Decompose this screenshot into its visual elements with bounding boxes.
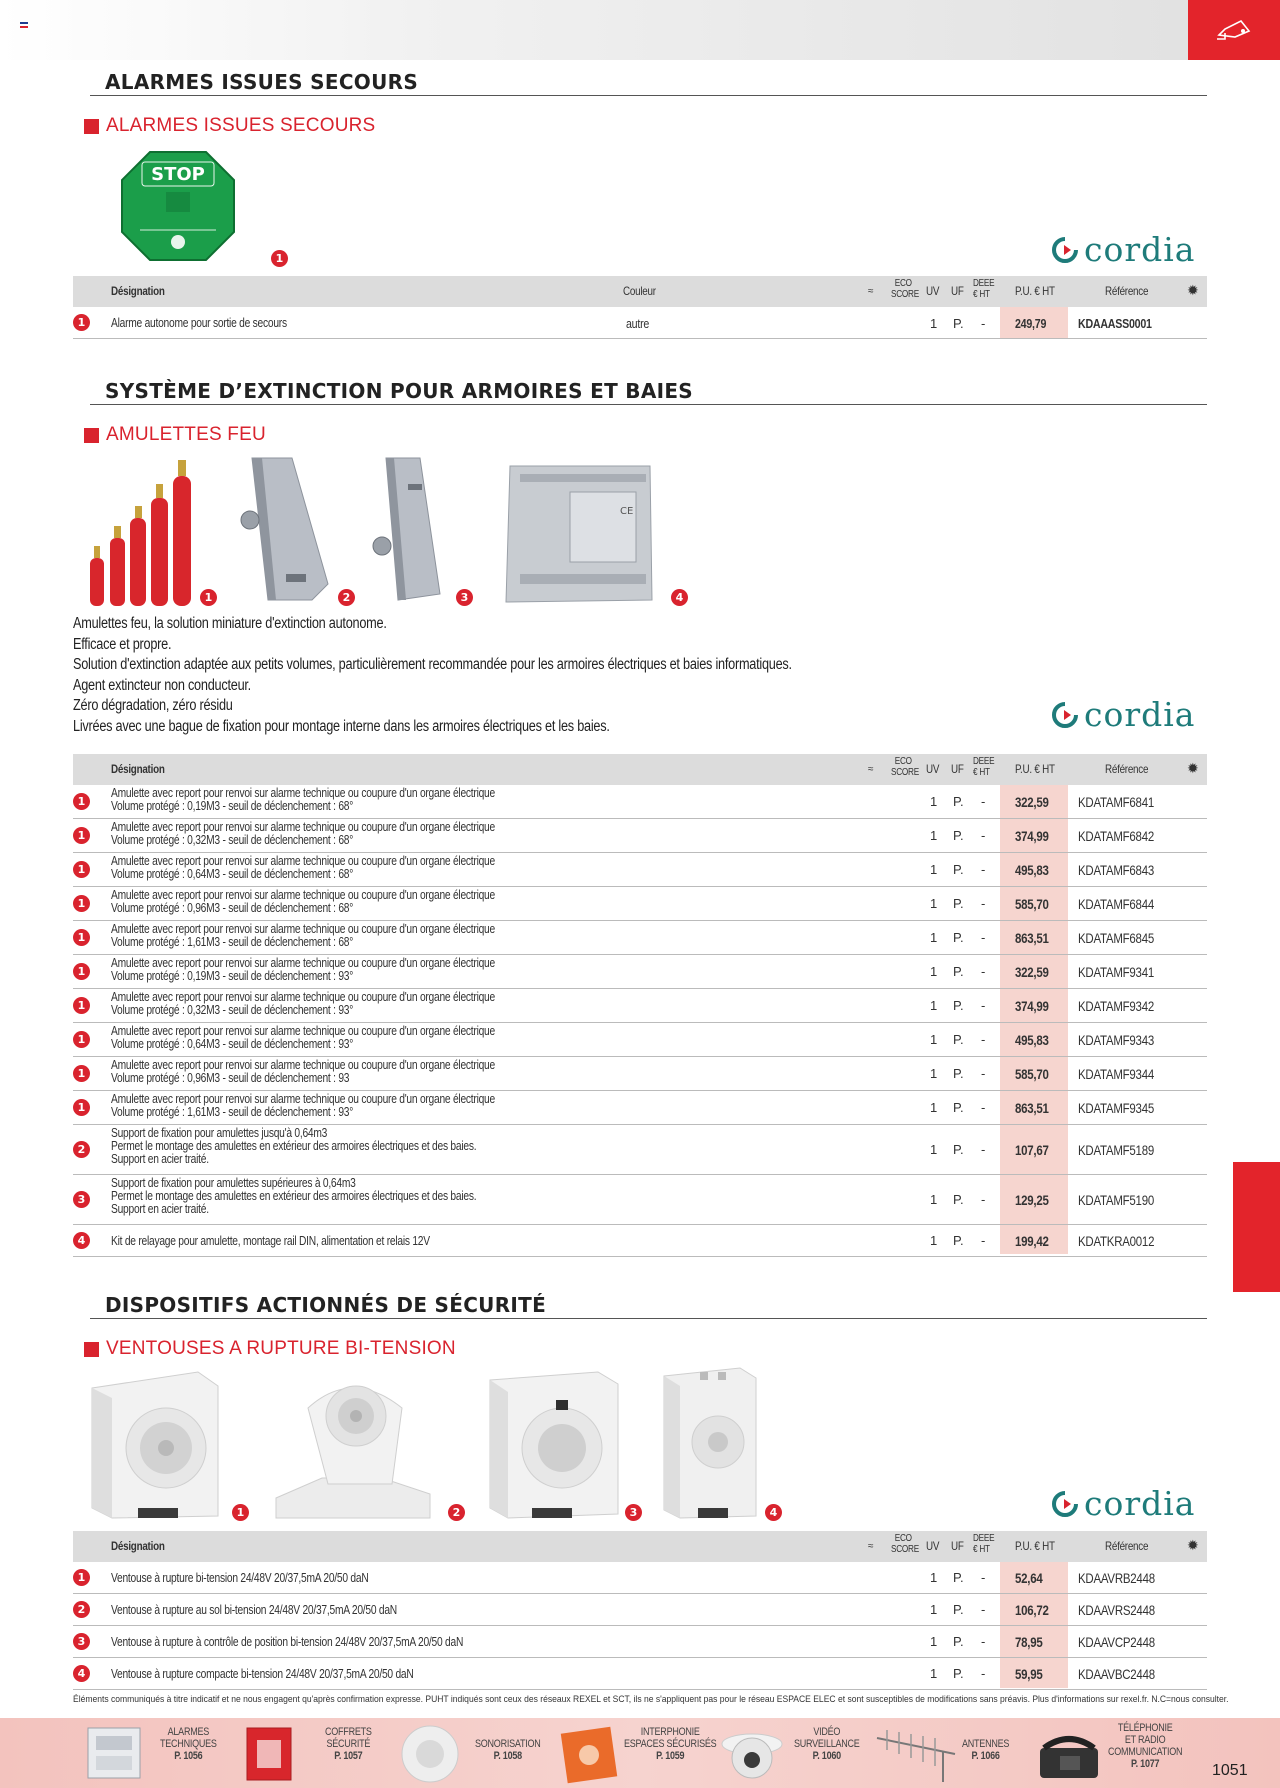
row-badge: 1 xyxy=(73,827,90,844)
row-designation xyxy=(111,1093,495,1119)
row-designation: Ventouse à rupture bi-tension 24/48V 20/37,5mA 20/50 daN xyxy=(111,1571,369,1585)
col-designation: Désignation xyxy=(111,1539,165,1553)
security-camera-icon xyxy=(1215,17,1253,43)
table-header-dispositifs xyxy=(73,1531,1207,1562)
row-designation-line: Support de fixation pour amulettes supérieures à 0,64m3 xyxy=(111,1176,356,1190)
col-reference: Référence xyxy=(1105,1539,1149,1553)
row-uf: P. xyxy=(953,1192,964,1207)
speaker-thumb xyxy=(398,1724,462,1784)
side-tab[interactable] xyxy=(1233,1162,1280,1292)
table-row[interactable] xyxy=(73,1175,1207,1225)
row-price: 374,99 xyxy=(1015,998,1049,1014)
row-badge: 2 xyxy=(73,1141,90,1158)
row-deee: - xyxy=(981,1100,986,1115)
description-line: Livrées avec une bague de fixation pour montage interne dans les armoires électriques et les baies. xyxy=(73,717,610,735)
col-pu: P.U. € HT xyxy=(1015,762,1055,776)
row-badge: 4 xyxy=(73,1232,90,1249)
wifi-icon: ≈ xyxy=(868,1541,874,1552)
row-deee: - xyxy=(981,1192,986,1207)
row-designation xyxy=(111,1059,495,1085)
row-designation-line: Volume protégé : 0,96M3 - seuil de déclenchement : 68° xyxy=(111,901,354,915)
nav-label: COFFRETS xyxy=(325,1726,372,1738)
description-line: Efficace et propre. xyxy=(73,635,172,653)
cordia-mark-icon xyxy=(1052,237,1078,263)
table-row[interactable] xyxy=(73,819,1207,853)
row-designation-line: Permet le montage des amulettes en extérieur des armoires électriques et des baies. xyxy=(111,1139,477,1153)
row-reference: KDAAVRB2448 xyxy=(1078,1570,1155,1586)
row-designation-line: Amulette avec report pour renvoi sur alarme technique ou coupure d'un organe électrique xyxy=(111,1092,495,1106)
row-uv: 1 xyxy=(930,1066,938,1081)
row-couleur: autre xyxy=(626,316,650,331)
nav-label: SÉCURITÉ xyxy=(326,1738,371,1750)
row-designation-line: Support en acier traité. xyxy=(111,1202,209,1216)
row-price: 585,70 xyxy=(1015,896,1049,912)
section-rule xyxy=(90,404,1207,405)
row-uf: P. xyxy=(953,794,964,809)
row-designation-line: Amulette avec report pour renvoi sur alarme technique ou coupure d'un organe électrique xyxy=(111,888,495,902)
table-row[interactable] xyxy=(73,887,1207,921)
nav-page: P. 1059 xyxy=(656,1750,685,1762)
wifi-icon: ≈ xyxy=(868,764,874,775)
row-uv: 1 xyxy=(930,998,938,1013)
table-row[interactable] xyxy=(73,955,1207,989)
col-pu: P.U. € HT xyxy=(1015,284,1055,298)
col-eco-score: ECO SCORE xyxy=(891,1533,919,1555)
row-uf: P. xyxy=(953,998,964,1013)
row-deee: - xyxy=(981,794,986,809)
row-uv: 1 xyxy=(930,794,938,809)
row-badge: 1 xyxy=(73,1031,90,1048)
svg-text:CE: CE xyxy=(620,506,634,517)
row-uv: 1 xyxy=(930,896,938,911)
row-reference: KDATAMF9341 xyxy=(1078,964,1154,980)
image-badge: 1 xyxy=(271,250,288,267)
row-badge: 1 xyxy=(73,963,90,980)
support-bracket-image-2 xyxy=(368,454,458,604)
section-rule xyxy=(90,95,1207,96)
row-designation xyxy=(111,821,495,847)
cordia-logo xyxy=(1052,1484,1195,1523)
security-box-thumb xyxy=(243,1724,295,1784)
row-price: 59,95 xyxy=(1015,1666,1043,1682)
row-deee: - xyxy=(981,828,986,843)
row-deee: - xyxy=(981,862,986,877)
row-designation-line: Amulette avec report pour renvoi sur alarme technique ou coupure d'un organe électrique xyxy=(111,922,495,936)
ventouse-image-3 xyxy=(486,1368,622,1520)
row-reference: KDATAMF6844 xyxy=(1078,896,1154,912)
col-uf: UF xyxy=(951,762,964,776)
row-deee: - xyxy=(981,896,986,911)
row-reference: KDATAMF9345 xyxy=(1078,1100,1154,1116)
col-eco-score: ECO SCORE xyxy=(891,278,919,300)
row-badge: 1 xyxy=(73,1099,90,1116)
row-price: 863,51 xyxy=(1015,1100,1049,1116)
row-designation-line: Amulette avec report pour renvoi sur alarme technique ou coupure d'un organe électrique xyxy=(111,956,495,970)
table-row[interactable] xyxy=(73,1057,1207,1091)
row-deee: - xyxy=(981,964,986,979)
nav-sonorisation[interactable] xyxy=(475,1738,541,1762)
col-pu: P.U. € HT xyxy=(1015,1539,1055,1553)
image-badge: 2 xyxy=(448,1504,465,1521)
table-row[interactable] xyxy=(73,1225,1207,1257)
row-price: 495,83 xyxy=(1015,1032,1049,1048)
subtitle-ventouses xyxy=(84,1338,456,1360)
table-row[interactable] xyxy=(73,1658,1207,1690)
row-designation: Alarme autonome pour sortie de secours xyxy=(111,316,287,330)
row-designation-line: Volume protégé : 0,19M3 - seuil de déclenchement : 68° xyxy=(111,799,354,813)
section-title-extinction: SYSTÈME D’EXTINCTION POUR ARMOIRES ET BAIES xyxy=(105,379,694,403)
row-designation-line: Permet le montage des amulettes en extérieur des armoires électriques et des baies. xyxy=(111,1189,477,1203)
row-reference: KDATKRA0012 xyxy=(1078,1233,1155,1249)
row-designation xyxy=(111,1127,476,1166)
description-line: Zéro dégradation, zéro résidu xyxy=(73,697,233,714)
row-designation-line: Support de fixation pour amulettes jusqu'à 0,64m3 xyxy=(111,1126,328,1140)
table-header-extinction xyxy=(73,754,1207,785)
row-uv: 1 xyxy=(930,828,938,843)
nav-page: P. 1060 xyxy=(812,1750,841,1762)
nav-page: P. 1058 xyxy=(493,1750,522,1762)
row-uv: 1 xyxy=(930,316,938,331)
table-row[interactable] xyxy=(73,307,1207,339)
col-couleur: Couleur xyxy=(623,284,656,298)
row-deee: - xyxy=(981,1142,986,1157)
row-uv: 1 xyxy=(930,930,938,945)
row-designation-line: Volume protégé : 0,64M3 - seuil de déclenchement : 68° xyxy=(111,867,354,881)
image-badge: 1 xyxy=(200,589,217,606)
row-designation-line: Amulette avec report pour renvoi sur alarme technique ou coupure d'un organe électrique xyxy=(111,1024,495,1038)
nav-coffrets-securite[interactable] xyxy=(325,1726,372,1762)
row-uf: P. xyxy=(953,316,964,331)
nav-video-surveillance[interactable] xyxy=(794,1726,860,1762)
row-uv: 1 xyxy=(930,1634,938,1649)
nav-alarmes-techniques[interactable] xyxy=(160,1726,217,1762)
subtitle-square xyxy=(84,119,99,134)
dome-camera-thumb xyxy=(718,1724,786,1784)
row-uf: P. xyxy=(953,1570,964,1585)
row-reference: KDAAVBC2448 xyxy=(1078,1666,1155,1682)
row-uf: P. xyxy=(953,1100,964,1115)
ventouse-image-4 xyxy=(660,1366,760,1520)
row-uf: P. xyxy=(953,896,964,911)
row-badge: 1 xyxy=(73,1065,90,1082)
row-price: 199,42 xyxy=(1015,1233,1049,1249)
table-row[interactable] xyxy=(73,1023,1207,1057)
nav-telephonie[interactable] xyxy=(1108,1722,1182,1770)
row-designation xyxy=(111,1235,430,1248)
cordia-mark-icon xyxy=(1052,702,1078,728)
stop-alarm-image xyxy=(120,150,236,262)
flag-icon xyxy=(20,22,28,28)
top-band xyxy=(0,0,1188,60)
row-uv: 1 xyxy=(930,1142,938,1157)
nav-page: P. 1057 xyxy=(334,1750,363,1762)
row-reference: KDAAVCP2448 xyxy=(1078,1634,1155,1650)
nav-label: ALARMES xyxy=(167,1726,210,1738)
row-price: 374,99 xyxy=(1015,828,1049,844)
row-reference: KDATAMF9343 xyxy=(1078,1032,1154,1048)
col-deee: DEEE € HT xyxy=(973,1533,995,1555)
table-row[interactable] xyxy=(73,1091,1207,1125)
wifi-icon: ≈ xyxy=(868,286,874,297)
support-bracket-image-1 xyxy=(232,454,332,604)
table-row[interactable] xyxy=(73,785,1207,819)
table-row[interactable] xyxy=(73,921,1207,955)
table-row[interactable] xyxy=(73,989,1207,1023)
alarm-panel-thumb xyxy=(86,1724,146,1782)
amulettes-image xyxy=(88,458,198,608)
row-designation xyxy=(111,957,495,983)
nav-label: TECHNIQUES xyxy=(160,1738,217,1750)
row-designation-line: Amulette avec report pour renvoi sur alarme technique ou coupure d'un organe électrique xyxy=(111,786,495,800)
table-row[interactable] xyxy=(73,1562,1207,1594)
row-uf: P. xyxy=(953,1602,964,1617)
telephone-thumb xyxy=(1036,1724,1102,1784)
row-reference: KDATAMF6845 xyxy=(1078,930,1154,946)
row-designation xyxy=(111,855,495,881)
row-price: 863,51 xyxy=(1015,930,1049,946)
col-reference: Référence xyxy=(1105,284,1149,298)
col-uf: UF xyxy=(951,1539,964,1553)
cordia-logo xyxy=(1052,695,1195,734)
row-price: 106,72 xyxy=(1015,1602,1049,1618)
row-deee: - xyxy=(981,1570,986,1585)
row-reference: KDATAMF5190 xyxy=(1078,1192,1154,1208)
table-row[interactable] xyxy=(73,1626,1207,1658)
row-reference: KDATAMF6843 xyxy=(1078,862,1154,878)
subtitle-square xyxy=(84,428,99,443)
row-price: 107,67 xyxy=(1015,1142,1049,1158)
row-uv: 1 xyxy=(930,1666,938,1681)
row-designation xyxy=(111,889,495,915)
row-deee: - xyxy=(981,1634,986,1649)
row-uv: 1 xyxy=(930,964,938,979)
brand-name: cordia xyxy=(1084,695,1196,734)
row-uv: 1 xyxy=(930,862,938,877)
row-price: 585,70 xyxy=(1015,1066,1049,1082)
row-designation: Ventouse à rupture compacte bi-tension 24/48V 20/37,5mA 20/50 daN xyxy=(111,1667,414,1681)
nav-label: ESPACES SÉCURISÉS xyxy=(624,1738,717,1750)
col-eco-score: ECO SCORE xyxy=(891,756,919,778)
nav-label: SONORISATION xyxy=(475,1738,541,1750)
nav-page: P. 1056 xyxy=(174,1750,203,1762)
nav-label: COMMUNICATION xyxy=(1108,1746,1183,1758)
row-reference: KDATAMF9344 xyxy=(1078,1066,1154,1082)
image-badge: 1 xyxy=(232,1504,249,1521)
cordia-logo xyxy=(1052,230,1195,269)
image-badge: 4 xyxy=(671,589,688,606)
table-row[interactable] xyxy=(73,1125,1207,1175)
image-badge: 4 xyxy=(765,1504,782,1521)
row-uf: P. xyxy=(953,828,964,843)
image-badge: 2 xyxy=(338,589,355,606)
row-price: 495,83 xyxy=(1015,862,1049,878)
description-line: Solution d'extinction adaptée aux petits volumes, particulièrement recommandée pour les armoires électriques et baies informatiques. xyxy=(73,656,792,673)
image-badge: 3 xyxy=(456,589,473,606)
row-badge: 4 xyxy=(73,1665,90,1682)
row-designation: Ventouse à rupture au sol bi-tension 24/48V 20/37,5mA 20/50 daN xyxy=(111,1603,397,1617)
nav-antennes[interactable] xyxy=(962,1738,1009,1762)
row-designation-line: Volume protégé : 0,19M3 - seuil de déclenchement : 93° xyxy=(111,969,354,983)
row-badge: 2 xyxy=(73,1601,90,1618)
row-uf: P. xyxy=(953,1666,964,1681)
row-price: 249,79 xyxy=(1015,316,1047,331)
table-row[interactable] xyxy=(73,853,1207,887)
row-badge: 1 xyxy=(73,929,90,946)
row-designation-line: Volume protégé : 0,32M3 - seuil de déclenchement : 93° xyxy=(111,1003,354,1017)
section-rule xyxy=(90,1318,1207,1319)
nav-label: INTERPHONIE xyxy=(640,1726,700,1738)
nav-label: VIDÉO xyxy=(813,1726,841,1738)
row-deee: - xyxy=(981,1032,986,1047)
row-uf: P. xyxy=(953,1032,964,1047)
row-designation xyxy=(111,787,495,813)
ventouse-image-1 xyxy=(88,1368,222,1520)
ventouse-image-2 xyxy=(272,1368,434,1520)
row-reference: KDATAMF6842 xyxy=(1078,828,1154,844)
row-deee: - xyxy=(981,930,986,945)
row-price: 322,59 xyxy=(1015,794,1049,810)
nav-page: P. 1066 xyxy=(971,1750,1000,1762)
row-price: 78,95 xyxy=(1015,1634,1043,1650)
row-designation xyxy=(111,1177,476,1216)
row-uf: P. xyxy=(953,1142,964,1157)
table-row[interactable] xyxy=(73,1594,1207,1626)
subtitle-square xyxy=(84,1342,99,1357)
row-reference: KDATAMF9342 xyxy=(1078,998,1154,1014)
row-price: 322,59 xyxy=(1015,964,1049,980)
nav-label: SURVEILLANCE xyxy=(794,1738,860,1750)
row-reference: KDATAMF5189 xyxy=(1078,1142,1154,1158)
section-title-alarmes: ALARMES ISSUES SECOURS xyxy=(105,70,419,94)
settings-gear-icon[interactable]: ✹ xyxy=(1187,282,1199,298)
row-designation-line: Support en acier traité. xyxy=(111,1152,209,1166)
row-uf: P. xyxy=(953,930,964,945)
settings-gear-icon[interactable]: ✹ xyxy=(1187,1537,1199,1553)
row-uv: 1 xyxy=(930,1570,938,1585)
row-uf: P. xyxy=(953,1634,964,1649)
row-price: 52,64 xyxy=(1015,1570,1043,1586)
row-deee: - xyxy=(981,316,986,331)
row-designation-line: Volume protégé : 0,96M3 - seuil de déclenchement : 93 xyxy=(111,1071,350,1085)
row-uf: P. xyxy=(953,1066,964,1081)
row-deee: - xyxy=(981,998,986,1013)
row-badge: 1 xyxy=(73,1569,90,1586)
description-line: Agent extincteur non conducteur. xyxy=(73,676,251,694)
row-designation-line: Kit de relayage pour amulette, montage rail DIN, alimentation et relais 12V xyxy=(111,1234,430,1248)
row-uf: P. xyxy=(953,862,964,877)
row-badge: 1 xyxy=(73,895,90,912)
row-badge: 1 xyxy=(73,997,90,1014)
row-badge: 3 xyxy=(73,1633,90,1650)
row-uv: 1 xyxy=(930,1233,938,1248)
col-deee: DEEE € HT xyxy=(973,278,995,300)
row-badge: 1 xyxy=(73,793,90,810)
svg-text:STOP: STOP xyxy=(151,164,205,185)
subtitle-text: ALARMES ISSUES SECOURS xyxy=(106,115,376,136)
footer-disclaimer: Éléments communiqués à titre indicatif et ne nous engagent qu'après confirmation expresse. PUHT indiqués sont ceux des réseaux REXEL et SCT, ils ne s'appliquent pas pour le réseau ESPACE ELEC et sont susceptibles de modifications sans préavis. Plus d'informations sur rexel.fr. N.C=nous consulter. xyxy=(73,1694,1229,1705)
section-title-dispositifs: DISPOSITIFS ACTIONNÉS DE SÉCURITÉ xyxy=(105,1293,547,1317)
page-number: 1051 xyxy=(1212,1762,1248,1779)
subtitle-text: AMULETTES FEU xyxy=(106,424,266,445)
description-paragraph xyxy=(73,614,792,737)
table-header-alarmes xyxy=(73,276,1207,307)
col-designation: Désignation xyxy=(111,762,165,776)
subtitle-alarmes xyxy=(84,115,375,137)
row-uf: P. xyxy=(953,1233,964,1248)
nav-label: TÉLÉPHONIE xyxy=(1117,1722,1173,1734)
row-deee: - xyxy=(981,1233,986,1248)
nav-interphonie[interactable] xyxy=(624,1726,716,1762)
col-uv: UV xyxy=(926,284,940,298)
row-uv: 1 xyxy=(930,1602,938,1617)
col-deee: DEEE € HT xyxy=(973,756,995,778)
col-reference: Référence xyxy=(1105,762,1149,776)
row-reference: KDAAVRS2448 xyxy=(1078,1602,1155,1618)
description-line: Amulettes feu, la solution miniature d'extinction autonome. xyxy=(73,615,387,632)
row-designation-line: Amulette avec report pour renvoi sur alarme technique ou coupure d'un organe électrique xyxy=(111,854,495,868)
antenna-thumb xyxy=(873,1724,959,1784)
row-reference: KDAAASS0001 xyxy=(1078,316,1152,331)
col-designation: Désignation xyxy=(111,284,165,298)
image-badge: 3 xyxy=(625,1504,642,1521)
intercom-thumb xyxy=(558,1724,620,1784)
brand-name: cordia xyxy=(1084,1484,1196,1523)
category-tab[interactable] xyxy=(1188,0,1280,60)
col-uv: UV xyxy=(926,1539,940,1553)
row-designation-line: Volume protégé : 0,32M3 - seuil de déclenchement : 68° xyxy=(111,833,354,847)
brand-name: cordia xyxy=(1084,230,1196,269)
subtitle-text: VENTOUSES A RUPTURE BI-TENSION xyxy=(106,1338,456,1359)
row-designation-line: Amulette avec report pour renvoi sur alarme technique ou coupure d'un organe électrique xyxy=(111,1058,495,1072)
row-price: 129,25 xyxy=(1015,1192,1049,1208)
col-uf: UF xyxy=(951,284,964,298)
row-designation-line: Amulette avec report pour renvoi sur alarme technique ou coupure d'un organe électrique xyxy=(111,990,495,1004)
nav-label: ANTENNES xyxy=(962,1738,1010,1750)
row-badge: 1 xyxy=(73,861,90,878)
settings-gear-icon[interactable]: ✹ xyxy=(1187,760,1199,776)
row-uv: 1 xyxy=(930,1032,938,1047)
relay-kit-image xyxy=(500,462,656,606)
row-deee: - xyxy=(981,1602,986,1617)
nav-page: P. 1077 xyxy=(1131,1758,1160,1770)
row-deee: - xyxy=(981,1066,986,1081)
row-designation-line: Volume protégé : 0,64M3 - seuil de déclenchement : 93° xyxy=(111,1037,354,1051)
row-designation xyxy=(111,991,495,1017)
row-uf: P. xyxy=(953,964,964,979)
row-designation-line: Volume protégé : 1,61M3 - seuil de déclenchement : 93° xyxy=(111,1105,354,1119)
row-reference: KDATAMF6841 xyxy=(1078,794,1154,810)
row-uv: 1 xyxy=(930,1192,938,1207)
row-designation xyxy=(111,1025,495,1051)
col-uv: UV xyxy=(926,762,940,776)
row-badge: 3 xyxy=(73,1191,90,1208)
row-designation-line: Volume protégé : 1,61M3 - seuil de déclenchement : 68° xyxy=(111,935,354,949)
row-uv: 1 xyxy=(930,1100,938,1115)
row-deee: - xyxy=(981,1666,986,1681)
row-badge: 1 xyxy=(73,314,90,331)
nav-label: ET RADIO xyxy=(1124,1734,1166,1746)
subtitle-amulettes xyxy=(84,424,266,446)
cordia-mark-icon xyxy=(1052,1491,1078,1517)
row-designation: Ventouse à rupture à contrôle de position bi-tension 24/48V 20/37,5mA 20/50 daN xyxy=(111,1635,464,1649)
row-designation-line: Amulette avec report pour renvoi sur alarme technique ou coupure d'un organe électrique xyxy=(111,820,495,834)
row-designation xyxy=(111,923,495,949)
